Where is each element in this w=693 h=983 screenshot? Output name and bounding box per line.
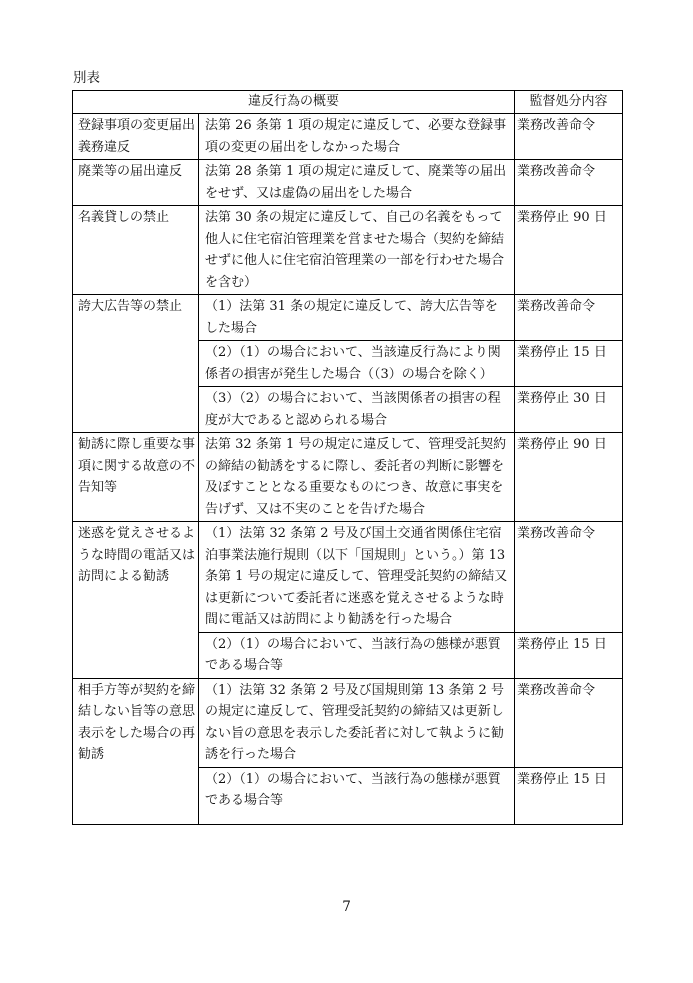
- table-row: [73, 160, 623, 206]
- description-cell: （1）法第 32 条第 2 号及び国規則第 13 条第 2 号の規定に違反して、管理受託契約の締結又は更新しない旨の意思を表示した委託者に対して執ように勧誘を行った場合: [199, 678, 515, 767]
- header-row: [73, 91, 623, 114]
- table-caption: 別表: [73, 70, 100, 86]
- table-row: [73, 114, 623, 160]
- description-cell: （2）（1）の場合において、当該行為の態様が悪質である場合等: [199, 767, 515, 824]
- description-cell: （2）（1）の場合において、当該違反行為により関係者の損害が発生した場合（（3）の場合を除く）: [199, 341, 515, 387]
- description-cell: 法第 32 条第 1 号の規定に違反して、管理受託契約の締結の勧誘をするに際し、委託者の判断に影響を及ぼすこととなる重要なものにつき、故意に事実を告げず、又は不実のことを告げた場合: [199, 433, 515, 522]
- header-violation-summary: 違反行為の概要: [73, 91, 515, 114]
- category-cell: 登録事項の変更届出義務違反: [73, 114, 199, 160]
- disposition-cell: 業務改善命令: [515, 295, 623, 341]
- page-number: 7: [342, 899, 351, 915]
- category-cell: 名義貸しの禁止: [73, 206, 199, 295]
- header-disposition: 監督処分内容: [515, 91, 623, 114]
- disposition-cell: 業務停止 90 日: [515, 206, 623, 295]
- table-row: [73, 206, 623, 295]
- disposition-cell: 業務改善命令: [515, 114, 623, 160]
- disposition-cell: 業務停止 15 日: [515, 632, 623, 678]
- description-cell: （2）（1）の場合において、当該行為の態様が悪質である場合等: [199, 632, 515, 678]
- category-cell: 相手方等が契約を締結しない旨等の意思表示をした場合の再勧誘: [73, 678, 199, 824]
- table-row: [73, 678, 623, 767]
- disposition-cell: 業務停止 90 日: [515, 433, 623, 522]
- disposition-cell: 業務改善命令: [515, 678, 623, 767]
- category-cell: 迷惑を覚えさせるような時間の電話又は訪問による勧誘: [73, 522, 199, 679]
- description-cell: （3）（2）の場合において、当該関係者の損害の程度が大であると認められる場合: [199, 387, 515, 433]
- description-cell: 法第 30 条の規定に違反して、自己の名義をもって他人に住宅宿泊管理業を営ませた場合（契約を締結せずに他人に住宅宿泊管理業の一部を行わせた場合を含む）: [199, 206, 515, 295]
- disposition-cell: 業務停止 30 日: [515, 387, 623, 433]
- category-cell: 勧誘に際し重要な事項に関する故意の不告知等: [73, 433, 199, 522]
- disposition-cell: 業務改善命令: [515, 522, 623, 633]
- disposition-cell: 業務停止 15 日: [515, 341, 623, 387]
- category-cell: 廃業等の届出違反: [73, 160, 199, 206]
- description-cell: （1）法第 32 条第 2 号及び国土交通省関係住宅宿泊事業法施行規則（以下「国規則」という。）第 13 条第 1 号の規定に違反して、管理受託契約の締結又は更新について委託者に迷惑を覚えさせるような時間に電話又は訪問により勧誘を行った場合: [199, 522, 515, 633]
- description-cell: （1）法第 31 条の規定に違反して、誇大広告等をした場合: [199, 295, 515, 341]
- disposition-cell: 業務停止 15 日: [515, 767, 623, 824]
- table-row: [73, 522, 623, 633]
- category-cell: 誇大広告等の禁止: [73, 295, 199, 433]
- disposition-cell: 業務改善命令: [515, 160, 623, 206]
- description-cell: 法第 26 条第 1 項の規定に違反して、必要な登録事項の変更の届出をしなかった場合: [199, 114, 515, 160]
- description-cell: 法第 28 条第 1 項の規定に違反して、廃業等の届出をせず、又は虚偽の届出をした場合: [199, 160, 515, 206]
- table-row: [73, 295, 623, 341]
- table-row: [73, 433, 623, 522]
- violation-disposition-table: [72, 90, 623, 825]
